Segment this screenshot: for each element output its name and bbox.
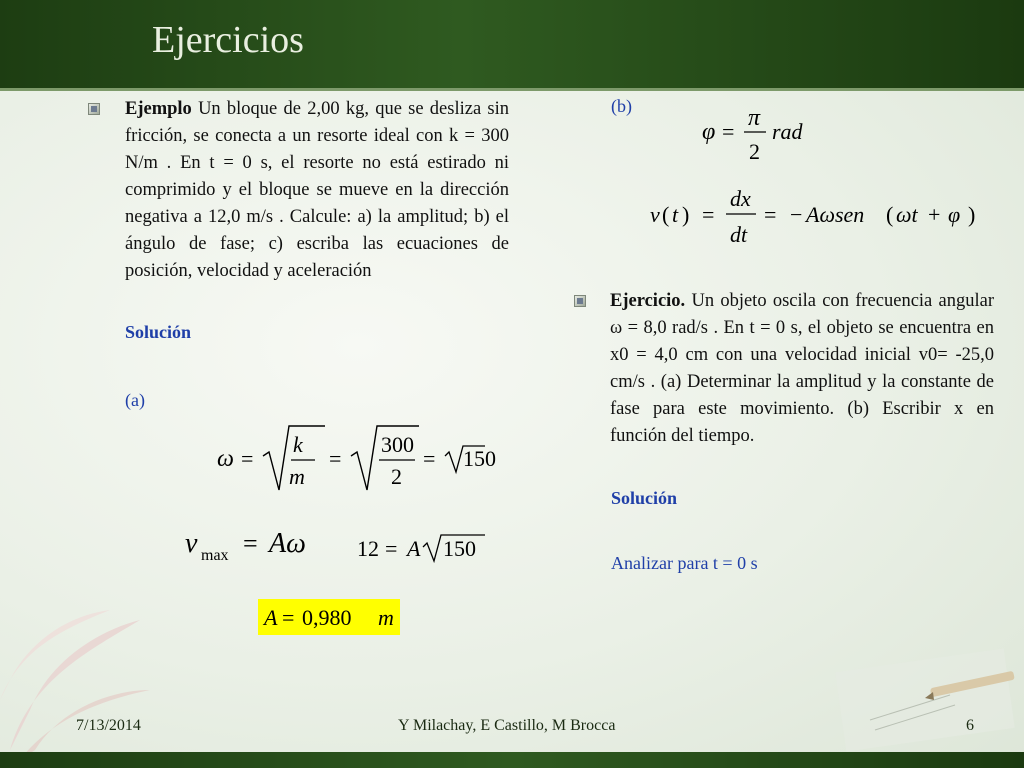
- svg-text:−: −: [790, 202, 803, 227]
- svg-text:=: =: [241, 446, 254, 471]
- svg-text:300: 300: [381, 432, 414, 457]
- vmax-numeric-equation: [355, 525, 495, 565]
- svg-text:π: π: [748, 105, 761, 131]
- svg-text:v: v: [650, 202, 660, 227]
- solution-label-left: Solución: [125, 322, 192, 342]
- svg-text:+: +: [928, 202, 941, 227]
- svg-text:): ): [682, 202, 690, 227]
- svg-text:Aω: Aω: [269, 528, 306, 559]
- svg-text:=: =: [722, 119, 735, 144]
- amplitude-result: [262, 600, 400, 634]
- footer-page-number: 6: [966, 717, 974, 734]
- analysis-hint: Analizar para t = 0 s: [611, 553, 758, 573]
- solution-label-right: Solución: [611, 488, 678, 508]
- example-label: Ejemplo: [125, 99, 192, 119]
- exercise-paragraph: [610, 288, 994, 450]
- svg-text:ω: ω: [217, 446, 234, 472]
- svg-text:(: (: [886, 202, 894, 227]
- svg-text:k: k: [293, 432, 303, 457]
- svg-text:150: 150: [443, 536, 476, 561]
- bullet-icon: [88, 103, 100, 115]
- svg-text:=: =: [764, 202, 777, 227]
- svg-text:m: m: [378, 605, 394, 630]
- footer-date: 7/13/2014: [76, 717, 141, 734]
- svg-text:t: t: [672, 202, 679, 227]
- svg-text:12: 12: [357, 536, 379, 561]
- svg-text:dx: dx: [730, 186, 751, 211]
- svg-text:φ: φ: [948, 202, 961, 227]
- decorative-pen-image: [830, 640, 1020, 750]
- bullet-icon: [574, 295, 586, 307]
- slide-title: Ejercicios: [152, 19, 304, 61]
- svg-text:=: =: [423, 446, 436, 471]
- svg-text:ωt: ωt: [896, 202, 918, 227]
- svg-text:=: =: [282, 605, 295, 630]
- footer-authors: Y Milachay, E Castillo, M Brocca: [398, 717, 616, 734]
- svg-text:dt: dt: [730, 222, 748, 247]
- part-a-label: (a): [125, 390, 145, 410]
- svg-text:A: A: [407, 536, 421, 561]
- svg-text:max: max: [201, 547, 229, 564]
- svg-text:(: (: [662, 202, 670, 227]
- omega-equation: [215, 418, 496, 498]
- svg-text:m: m: [289, 464, 305, 489]
- svg-text:=: =: [243, 529, 258, 558]
- svg-text:v: v: [185, 528, 198, 559]
- svg-text:150: 150: [463, 446, 496, 471]
- svg-text:2: 2: [391, 464, 402, 489]
- svg-text:φ: φ: [702, 119, 716, 145]
- example-text: Un bloque de 2,00 kg, que se desliza sin fricción, se conecta a un resorte ideal con k = 300 N/m . En t = 0 s, el resorte no está estirado ni comprimido y el bloque se mueve en la dirección negativa a 12,0 m/s . Calcule: a) la amplitud; b) el ángulo de fase; c) escriba las ecuaciones de posición, velocidad y aceleración: [125, 99, 510, 281]
- velocity-equation: [648, 186, 993, 251]
- svg-text:=: =: [702, 202, 715, 227]
- svg-text:): ): [968, 202, 976, 227]
- svg-text:2: 2: [749, 139, 760, 164]
- phase-equation: [700, 103, 820, 168]
- svg-text:=: =: [385, 536, 398, 561]
- exercise-label: Ejercicio.: [610, 291, 686, 311]
- svg-text:rad: rad: [772, 119, 803, 144]
- svg-text:0,980: 0,980: [302, 605, 352, 630]
- svg-text:Aωsen: Aωsen: [806, 202, 865, 227]
- part-b-label: (b): [611, 96, 632, 116]
- title-underline: [0, 88, 1024, 91]
- vmax-equation: [185, 522, 325, 567]
- example-paragraph: [125, 96, 509, 285]
- footer-bar: [0, 752, 1024, 768]
- exercise-text: Un objeto oscila con frecuencia angular ω = 8,0 rad/s . En t = 0 s, el objeto se encuentra en x0 = 4,0 cm con una velocidad inicial v0= -25,0 cm/s . (a) Determinar la amplitud y la constante de fase para este movimiento. (b) Escribir x en función del tiempo.: [610, 291, 994, 446]
- svg-text:A: A: [264, 605, 278, 630]
- svg-text:=: =: [329, 446, 342, 471]
